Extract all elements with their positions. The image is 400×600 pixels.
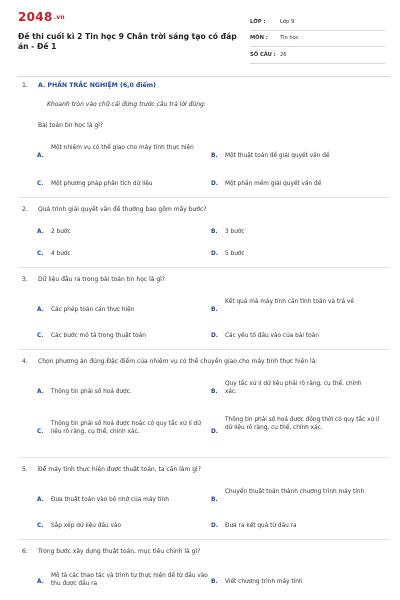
option-text: Viết chương trình máy tính xyxy=(225,579,303,585)
option-letter: C. xyxy=(37,429,44,435)
option-text: Sắp xếp dữ liệu đầu vào xyxy=(51,523,122,529)
header-divider xyxy=(18,76,390,77)
question-number: 6. xyxy=(22,548,28,555)
option-letter: D. xyxy=(211,333,219,339)
option-text: Kết quả mà máy tính cần tính toán và trả về xyxy=(225,299,354,305)
meta-label: LỚP : xyxy=(250,18,266,25)
question-prompt xyxy=(22,358,382,366)
option-text: Đưa thuật toán vào bộ nhớ của máy tính xyxy=(51,497,169,503)
question-prompt xyxy=(22,548,382,556)
meta-label: MÔN : xyxy=(250,35,268,42)
question-prompt xyxy=(22,206,382,214)
question-prompt xyxy=(22,466,382,474)
meta-row-subject xyxy=(250,31,385,48)
question-number: 2. xyxy=(22,206,28,213)
option-letter: D. xyxy=(211,181,219,187)
exam-title: Đề thi cuối kì 2 Tin học 9 Chân trời sáng tạo có đáp án - Đề 1 xyxy=(18,32,237,51)
question-divider xyxy=(18,197,390,198)
option-text: Quy tắc xử lí dữ liệu phải rõ ràng, cụ thể, chính xác. xyxy=(225,381,362,395)
meta-row-class xyxy=(250,14,385,31)
question-number: 1. xyxy=(22,82,28,89)
meta-value: Lớp 9 xyxy=(280,18,295,25)
option-text: Thông tin phải số hoá được đồng thời có quy tắc xử lí dữ liệu rõ ràng, cụ thể, chính xác. xyxy=(225,417,380,431)
option-text: Thông tin phải số hoá được hoặc có quy tắc xử lí dữ liệu rõ ràng, cụ thể, chính xác. xyxy=(51,421,201,435)
option-text: Mô tả các thao tác và trình tự thực hiện để từ đầu vào thu được đầu ra xyxy=(51,573,208,587)
meta-row-count xyxy=(250,47,385,64)
question-divider xyxy=(18,349,390,350)
question-text: Chọn phương án đúng.Đặc điểm của nhiệm vụ có thể chuyển giao cho máy tính thực hiện là: xyxy=(38,358,318,365)
option-letter: A. xyxy=(37,153,44,159)
option-letter: B. xyxy=(211,307,218,313)
meta-label: SỐ CÂU : xyxy=(250,51,276,58)
question-prompt xyxy=(22,276,382,284)
option-letter: B. xyxy=(211,389,218,395)
option-letter: A. xyxy=(37,579,44,585)
option-letter: C. xyxy=(37,181,44,187)
option-text: Các phép toán cần thực hiện xyxy=(51,307,135,313)
question-number: 3. xyxy=(22,276,28,283)
question-prompt: Bài toán tin học là gì? xyxy=(38,122,104,129)
option-letter: A. xyxy=(37,497,44,503)
option-letter: A. xyxy=(37,229,44,235)
option-text: Các bước mô tả trong thuật toán xyxy=(51,333,146,339)
option-text: Các yếu tố đầu vào của bài toán xyxy=(225,333,319,339)
option-text: 5 bước xyxy=(225,251,245,257)
logo-text: 2048 xyxy=(18,10,53,24)
meta-value: 26 xyxy=(280,51,287,58)
option-text: 2 bước xyxy=(51,229,71,235)
option-text: 4 bước xyxy=(51,251,71,257)
option-letter: B. xyxy=(211,579,218,585)
option-text: Một phương pháp phân tích dữ liệu xyxy=(51,181,153,187)
option-letter: A. xyxy=(37,307,44,313)
option-letter: B. xyxy=(211,229,218,235)
exam-meta-table xyxy=(250,14,385,64)
meta-value: Tin học xyxy=(280,35,299,42)
question-text: Để máy tính thực hiện được thuật toán, ta cần làm gì? xyxy=(38,466,201,473)
option-text: Một nhiệm vụ có thể giao cho máy tính thực hiện xyxy=(51,145,194,151)
question-number: 4. xyxy=(22,358,28,365)
option-letter: D. xyxy=(211,523,219,529)
option-text: Một thuật toán để giải quyết vấn đề xyxy=(225,153,330,159)
page-header xyxy=(0,0,400,64)
option-text: Một phần mềm giải quyết vấn đề xyxy=(225,181,322,187)
option-letter: C. xyxy=(37,523,44,529)
site-logo[interactable] xyxy=(18,10,65,24)
question-divider xyxy=(18,457,390,458)
question-text: Dữ liệu đầu ra trong bài toán tin học là gì? xyxy=(38,276,165,283)
question-text: Trong bước xây dựng thuật toán, mục tiêu chính là gì? xyxy=(38,548,201,555)
option-letter: C. xyxy=(37,251,44,257)
option-letter: B. xyxy=(211,497,218,503)
question-text: Quá trình giải quyết vấn đề thường bao gồm mấy bước? xyxy=(38,206,207,213)
instruction-text: Khoanh tròn vào chữ cái đứng trước câu trả lời đúng: xyxy=(47,101,206,108)
option-text: Chuyển thuật toán thành chương trình máy tính xyxy=(225,489,365,495)
question-number: 5. xyxy=(22,466,28,473)
option-letter: B. xyxy=(211,153,218,159)
section-heading xyxy=(22,82,156,89)
section-title: A. PHẦN TRẮC NGHIỆM (6,0 điểm) xyxy=(38,82,156,89)
question-divider xyxy=(18,267,390,268)
option-text: 3 bước xyxy=(225,229,245,235)
question-divider xyxy=(18,539,390,540)
option-text: Đưa ra kết quả từ đầu ra xyxy=(225,523,297,529)
option-letter: D. xyxy=(211,429,219,435)
option-letter: A. xyxy=(37,389,44,395)
option-letter: C. xyxy=(37,333,44,339)
option-letter: D. xyxy=(211,251,219,257)
logo-suffix: .vn xyxy=(53,14,65,21)
option-text: Thông tin phải số hoá được. xyxy=(51,389,132,395)
